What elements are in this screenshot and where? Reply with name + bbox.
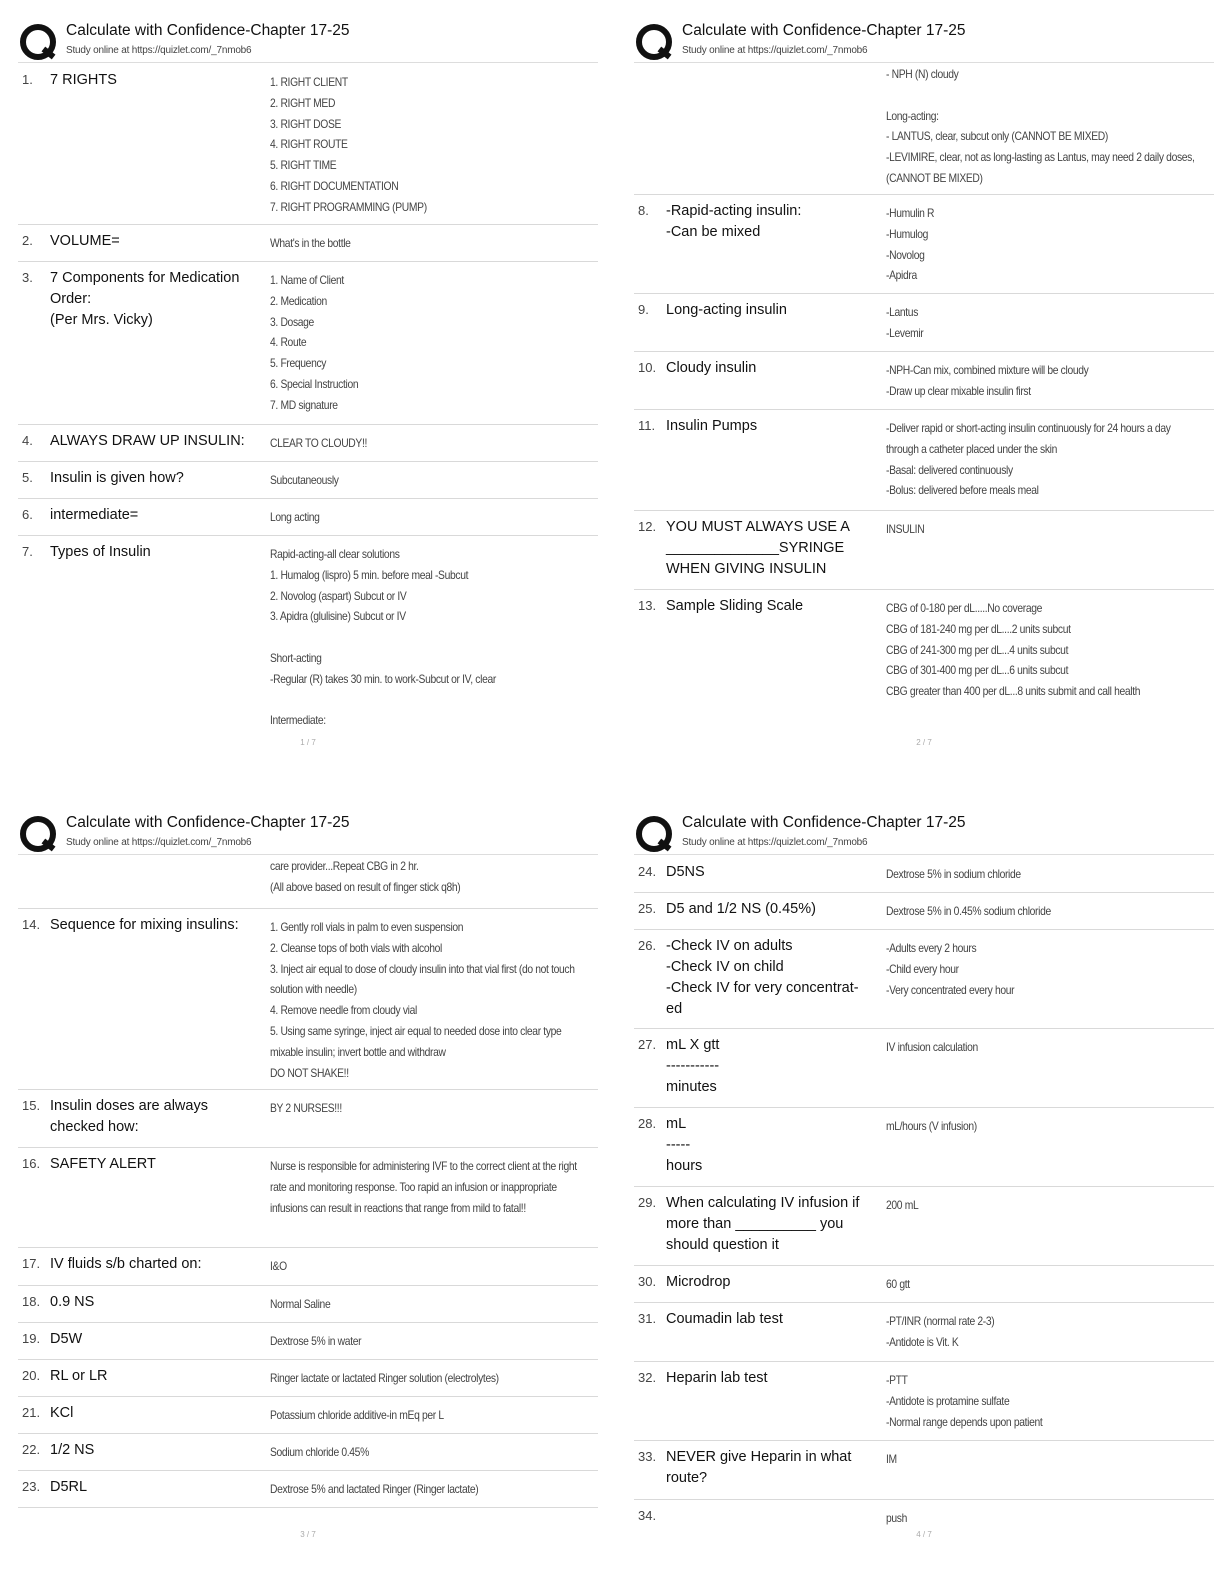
definition: Dextrose 5% in 0.45% sodium chloride [886, 904, 1051, 918]
table-row [18, 1471, 598, 1508]
row-number: 9. [638, 302, 649, 317]
table-row [634, 1441, 1214, 1500]
row-number: 34. [638, 1508, 657, 1523]
page-subtitle: Study online at https://quizlet.com/_7nmob6 [682, 45, 868, 56]
quizlet-logo-icon [634, 814, 672, 852]
table-row [634, 64, 1214, 195]
table-row [18, 1248, 598, 1286]
row-number: 33. [638, 1449, 657, 1464]
definition: 200 mL [886, 1198, 919, 1212]
definition: -PT/INR (normal rate 2-3) -Antidote is Vit. K [886, 1314, 995, 1349]
definition: Dextrose 5% and lactated Ringer (Ringer lactate) [270, 1482, 479, 1496]
definition: -NPH-Can mix, combined mixture will be cloudy -Draw up clear mixable insulin first [886, 363, 1089, 398]
page-subtitle: Study online at https://quizlet.com/_7nmob6 [66, 837, 252, 848]
row-number: 16. [22, 1156, 41, 1171]
row-number: 7. [22, 544, 33, 559]
table-row [634, 590, 1214, 710]
table-row [18, 1148, 598, 1248]
term: 7 Components for Medication Order: (Per Mrs. Vicky) [50, 270, 240, 328]
term: 1/2 NS [50, 1442, 95, 1458]
table-row [18, 1397, 598, 1434]
term: RL or LR [50, 1368, 108, 1384]
page-number: 3 / 7 [300, 1530, 316, 1539]
definition: I&O [270, 1259, 287, 1273]
table-row [18, 909, 598, 1090]
row-number: 15. [22, 1098, 41, 1113]
definition: Normal Saline [270, 1297, 331, 1311]
row-number: 29. [638, 1195, 657, 1210]
definition: BY 2 NURSES!!! [270, 1101, 342, 1115]
definition: -Deliver rapid or short-acting insulin continuously for 24 hours a day through a catheter placed under the skin -Basal: delivered continuously -Bolus: delivered before meals meal [886, 421, 1171, 498]
row-number: 20. [22, 1368, 41, 1383]
flashcard-list [634, 856, 1214, 1536]
row-number: 6. [22, 507, 33, 522]
page-number: 4 / 7 [916, 1530, 932, 1539]
table-row [634, 856, 1214, 893]
definition: Subcutaneously [270, 473, 339, 487]
definition: Ringer lactate or lactated Ringer solution (electrolytes) [270, 1371, 499, 1385]
table-row [634, 511, 1214, 590]
page-header [634, 20, 1214, 60]
definition: Potassium chloride additive-in mEq per L [270, 1408, 444, 1422]
term: -Rapid-acting insulin: -Can be mixed [666, 203, 802, 240]
row-number: 22. [22, 1442, 41, 1457]
table-row [18, 425, 598, 462]
definition: IM [886, 1452, 897, 1466]
definition: Long acting [270, 510, 320, 524]
table-row [634, 1029, 1214, 1108]
table-row [18, 1323, 598, 1360]
term: Sample Sliding Scale [666, 598, 804, 614]
term: Heparin lab test [666, 1370, 768, 1386]
row-number: 5. [22, 470, 33, 485]
row-number: 1. [22, 72, 33, 87]
page-1 [18, 20, 598, 780]
page-title: Calculate with Confidence-Chapter 17-25 [682, 814, 966, 831]
row-number: 17. [22, 1256, 41, 1271]
term: NEVER give Heparin in what route? [666, 1449, 856, 1486]
page-title: Calculate with Confidence-Chapter 17-25 [66, 814, 350, 831]
term: mL X gtt ----------- minutes [666, 1037, 720, 1095]
row-number: 21. [22, 1405, 41, 1420]
row-number: 31. [638, 1311, 657, 1326]
flashcard-list [18, 64, 598, 736]
definition: 1. Gently roll vials in palm to even suspension 2. Cleanse tops of both vials with alcohol 3. Inject air equal to dose of cloudy insulin into that vial first (do not touch solution with needle) 4. Remove needle from cloudy vial 5. Using same syringe, inject air equal to needed dose into clear type mixable insulin; invert bottle and withdraw DO NOT SHAKE!! [270, 920, 575, 1080]
row-number: 11. [638, 418, 656, 433]
row-number: 19. [22, 1331, 41, 1346]
definition: - NPH (N) cloudy Long-acting: - LANTUS, clear, subcut only (CANNOT BE MIXED) -LEVIMIRE, clear, not as long-lasting as Lantus, may need 2 daily doses, (CANNOT BE MIXED) [886, 67, 1195, 185]
row-number: 23. [22, 1479, 41, 1494]
table-row [634, 893, 1214, 930]
definition: mL/hours (V infusion) [886, 1119, 977, 1133]
table-row [634, 1187, 1214, 1266]
definition: What's in the bottle [270, 236, 351, 250]
definition: Rapid-acting-all clear solutions 1. Humalog (lispro) 5 min. before meal -Subcut 2. Novolog (aspart) Subcut or IV 3. Apidra (glulisine) Subcut or IV Short-acting -Regular (R) takes 30 min. to work-Subcut or IV, clear Intermediate: [270, 547, 496, 728]
term: Cloudy insulin [666, 360, 757, 376]
term: Insulin doses are always checked how: [50, 1098, 213, 1135]
page-subtitle: Study online at https://quizlet.com/_7nmob6 [682, 837, 868, 848]
definition: CLEAR TO CLOUDY!! [270, 436, 368, 450]
table-row [18, 856, 598, 909]
table-row [18, 536, 598, 736]
table-row [18, 1286, 598, 1323]
row-number: 30. [638, 1274, 657, 1289]
definition: 60 gtt [886, 1277, 910, 1291]
flashcard-list [18, 856, 598, 1508]
row-number: 8. [638, 203, 649, 218]
term: YOU MUST ALWAYS USE A ______________SYRINGE WHEN GIVING INSULIN [666, 519, 854, 577]
table-row [634, 195, 1214, 294]
table-row [18, 462, 598, 499]
definition: -PTT -Antidote is protamine sulfate -Normal range depends upon patient [886, 1373, 1043, 1429]
definition: 1. RIGHT CLIENT 2. RIGHT MED 3. RIGHT DOSE 4. RIGHT ROUTE 5. RIGHT TIME 6. RIGHT DOCUMENTATION 7. RIGHT PROGRAMMING (PUMP) [270, 75, 427, 214]
term: D5RL [50, 1479, 88, 1495]
row-number: 25. [638, 901, 657, 916]
term: D5W [50, 1331, 83, 1347]
definition: push [886, 1511, 908, 1525]
definition: care provider...Repeat CBG in 2 hr. (All above based on result of finger stick q8h) [270, 859, 461, 894]
quizlet-logo-icon [634, 22, 672, 60]
table-row [634, 1266, 1214, 1303]
definition: Sodium chloride 0.45% [270, 1445, 369, 1459]
table-row [634, 1303, 1214, 1362]
definition: 1. Name of Client 2. Medication 3. Dosage 4. Route 5. Frequency 6. Special Instruction 7. MD signature [270, 273, 359, 412]
row-number: 4. [22, 433, 33, 448]
definition: Dextrose 5% in water [270, 1334, 362, 1348]
table-row [634, 930, 1214, 1029]
definition: -Adults every 2 hours -Child every hour -Very concentrated every hour [886, 941, 1015, 997]
table-row [18, 262, 598, 425]
row-number: 24. [638, 864, 657, 879]
table-row [634, 410, 1214, 511]
row-number: 26. [638, 938, 657, 953]
term: Coumadin lab test [666, 1311, 783, 1327]
page-title: Calculate with Confidence-Chapter 17-25 [682, 22, 966, 39]
row-number: 3. [22, 270, 33, 285]
page-number: 2 / 7 [916, 738, 932, 747]
table-row [18, 64, 598, 225]
term: -Check IV on adults -Check IV on child -Check IV for very concentrat- ed [666, 938, 859, 1017]
page-subtitle: Study online at https://quizlet.com/_7nmob6 [66, 45, 252, 56]
term: ALWAYS DRAW UP INSULIN: [50, 433, 245, 449]
term: D5NS [666, 864, 705, 880]
definition: Dextrose 5% in sodium chloride [886, 867, 1021, 881]
page-title: Calculate with Confidence-Chapter 17-25 [66, 22, 350, 39]
term: SAFETY ALERT [50, 1156, 156, 1172]
table-row [18, 499, 598, 536]
page-header [634, 812, 1214, 852]
term: Long-acting insulin [666, 302, 787, 318]
table-row [18, 225, 598, 262]
definition: IV infusion calculation [886, 1040, 978, 1054]
row-number: 32. [638, 1370, 657, 1385]
row-number: 10. [638, 360, 657, 375]
row-number: 12. [638, 519, 657, 534]
term: Types of Insulin [50, 544, 151, 560]
table-row [18, 1434, 598, 1471]
page-3 [18, 812, 598, 1572]
term: VOLUME= [50, 233, 120, 249]
page-4 [634, 812, 1214, 1572]
definition: -Lantus -Levemir [886, 305, 924, 340]
definition: -Humulin R -Humulog -Novolog -Apidra [886, 206, 935, 283]
term: intermediate= [50, 507, 139, 523]
quizlet-logo-icon [18, 22, 56, 60]
term: Insulin is given how? [50, 470, 184, 486]
term: D5 and 1/2 NS (0.45%) [666, 901, 816, 917]
page-number: 1 / 7 [300, 738, 316, 747]
flashcard-list [634, 64, 1214, 710]
term: KCl [50, 1405, 74, 1421]
table-row [634, 352, 1214, 410]
table-row [634, 294, 1214, 352]
definition: INSULIN [886, 522, 925, 536]
row-number: 14. [22, 917, 41, 932]
page-header [18, 812, 598, 852]
table-row [634, 1108, 1214, 1187]
table-row [634, 1362, 1214, 1441]
term: When calculating IV infusion if more than __________ you should question it [666, 1195, 864, 1253]
term: IV fluids s/b charted on: [50, 1256, 202, 1272]
table-row [18, 1090, 598, 1148]
row-number: 18. [22, 1294, 41, 1309]
term: 0.9 NS [50, 1294, 95, 1310]
quizlet-logo-icon [18, 814, 56, 852]
term: Insulin Pumps [666, 418, 758, 434]
row-number: 13. [638, 598, 657, 613]
term: mL ----- hours [666, 1116, 703, 1174]
term: Sequence for mixing insulins: [50, 917, 239, 933]
term: 7 RIGHTS [50, 72, 117, 88]
definition: Nurse is responsible for administering IVF to the correct client at the right rate and monitoring response. Too rapid an infusion or inappropriate infusions can result in reactions that range from mild to fatal!! [270, 1159, 580, 1215]
row-number: 28. [638, 1116, 657, 1131]
definition: CBG of 0-180 per dL.....No coverage CBG of 181-240 mg per dL....2 units subcut CBG of 241-300 mg per dL...4 units subcut CBG of 301-400 mg per dL...6 units subcut CBG greater than 400 per dL...8 units submit and call health [886, 601, 1141, 699]
page-header [18, 20, 598, 60]
row-number: 27. [638, 1037, 657, 1052]
row-number: 2. [22, 233, 33, 248]
table-row [18, 1360, 598, 1397]
page-2 [634, 20, 1214, 780]
term: Microdrop [666, 1274, 731, 1290]
